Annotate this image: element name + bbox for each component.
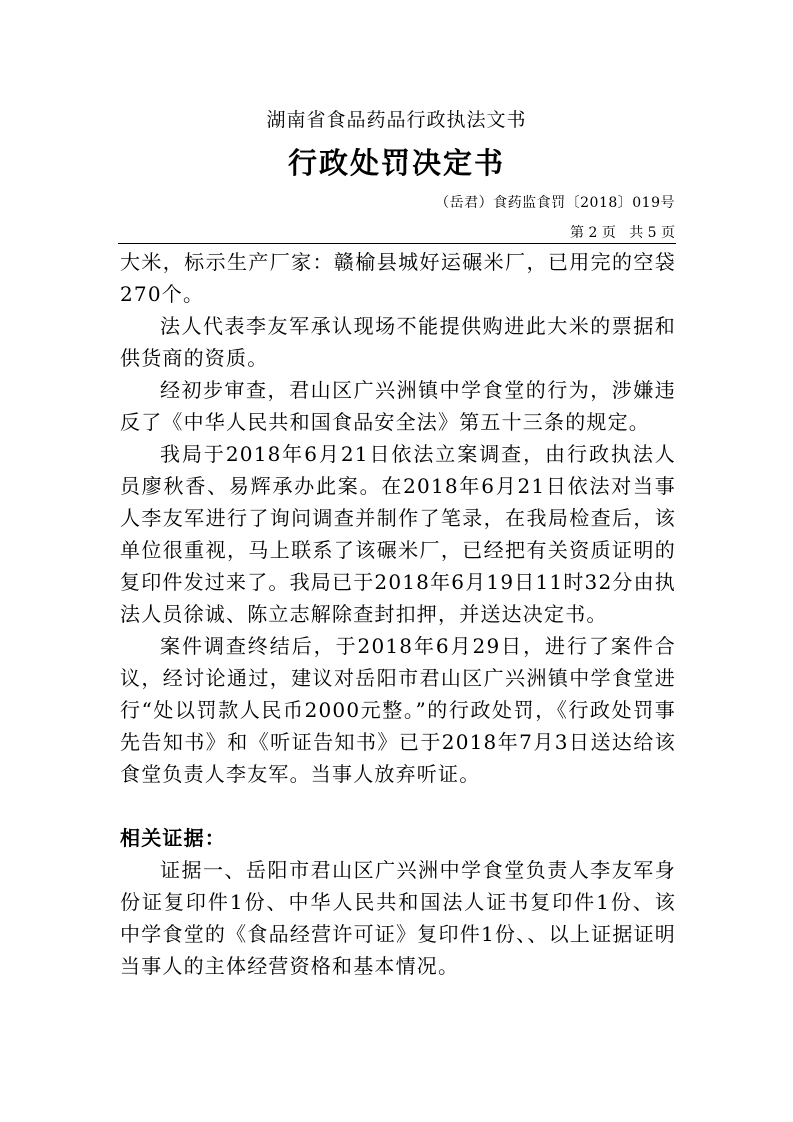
body-paragraph: 法人代表李友军承认现场不能提供购进此大米的票据和供货商的资质。 [120, 314, 676, 370]
body-paragraph: 案件调查终结后，于2018年6月29日，进行了案件合议，经讨论通过，建议对岳阳市君山区广兴洲镇中学食堂进行“处以罚款人民币2000元整。”的行政处罚，《行政处罚事先告知书》和《听证告知书》已于2018年7月3日送达给该食堂负责人李友军。当事人放弃听证。 [120, 634, 676, 786]
paragraph-spacer [120, 790, 676, 822]
body-paragraph: 我局于2018年6月21日依法立案调查，由行政执法人员廖秋香、易辉承办此案。在2018年6月21日依法对当事人李友军进行了询问调查并制作了笔录，在我局检查后，该单位很重视，马上联系了该碾米厂，已经把有关资质证明的复印件发过来了。我局已于2018年6月19日11时32分由执法人员徐诚、陈立志解除查封扣押，并送达决定书。 [120, 442, 676, 626]
header-divider [118, 243, 676, 244]
document-number: （岳君）食药监食罚〔2018〕019号 [435, 195, 675, 211]
document-title: 行政处罚决定书 [287, 146, 505, 180]
body-paragraph-continued: 大米，标示生产厂家：赣榆县城好运碾米厂，已用完的空袋270个。 [120, 250, 676, 306]
evidence-heading: 相关证据： [120, 826, 226, 850]
page-indicator: 第 2 页 共 5 页 [570, 225, 675, 241]
document-body [120, 246, 676, 982]
evidence-paragraph: 证据一、岳阳市君山区广兴洲中学食堂负责人李友军身份证复印件1份、中华人民共和国法人证书复印件1份、该中学食堂的《食品经营许可证》复印件1份、、以上证据证明当事人的主体经营资格和基本情况。 [120, 858, 676, 978]
issuing-organization: 湖南省食品药品行政执法文书 [266, 109, 527, 131]
body-paragraph: 经初步审查，君山区广兴洲镇中学食堂的行为，涉嫌违反了《中华人民共和国食品安全法》第五十三条的规定。 [120, 378, 676, 434]
